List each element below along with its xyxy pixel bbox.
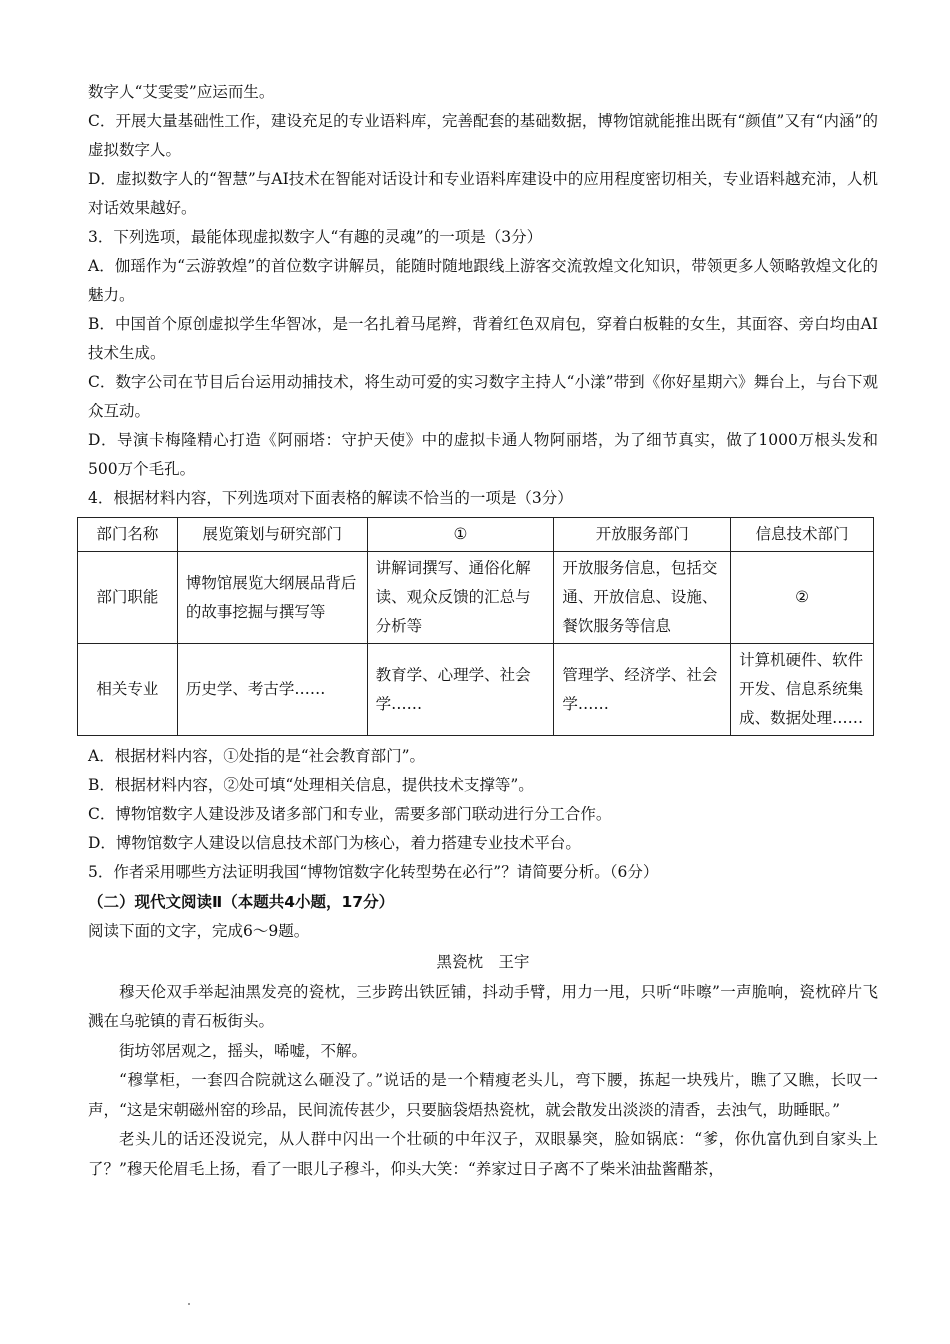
table-header-cell: 部门名称	[78, 518, 178, 552]
table-cell: 历史学、考古学……	[177, 644, 367, 736]
option-c-q4: C．博物馆数字人建设涉及诸多部门和专业，需要多部门联动进行分工合作。	[88, 805, 612, 823]
table-header-row	[78, 518, 874, 552]
story-paragraph: 街坊邻居观之，摇头，唏嘘，不解。	[119, 1041, 368, 1060]
table-row	[78, 552, 874, 644]
table-header-cell: 展览策划与研究部门	[177, 518, 367, 552]
option-a-q3: A．伽瑶作为“云游敦煌”的首位数字讲解员，能随时随地跟线上游客交流敦煌文化知识，带领更多人领略敦煌文化的魅力。	[88, 257, 878, 304]
table-header-cell: 开放服务部门	[554, 518, 731, 552]
question-4: 4．根据材料内容，下列选项对下面表格的解读不恰当的一项是（3分）	[88, 489, 573, 507]
table-row	[78, 644, 874, 736]
department-table	[77, 517, 874, 736]
option-d-q4: D．博物馆数字人建设以信息技术部门为核心，着力搭建专业技术平台。	[88, 834, 581, 852]
option-c-q3: C．数字公司在节目后台运用动捕技术，将生动可爱的实习数字主持人“小漾”带到《你好星期六》舞台上，与台下观众互动。	[88, 373, 878, 420]
document-page	[88, 78, 878, 1184]
table-cell: 管理学、经济学、社会学……	[554, 644, 731, 736]
reading-instruction: 阅读下面的文字，完成6～9题。	[88, 922, 310, 940]
story	[88, 948, 878, 1184]
option-c-q2: C．开展大量基础性工作，建设充足的专业语料库，完善配套的基础数据，博物馆就能推出既有“颜值”又有“内涵”的虚拟数字人。	[88, 112, 878, 159]
text-line: 数字人“艾雯雯”应运而生。	[88, 83, 275, 101]
question-3: 3．下列选项，最能体现虚拟数字人“有趣的灵魂”的一项是（3分）	[88, 228, 543, 246]
option-b-q4: B．根据材料内容，②处可填“处理相关信息，提供技术支撑等”。	[88, 776, 534, 794]
story-paragraph: “穆掌柜，一套四合院就这么砸没了。”说话的是一个精瘦老头儿，弯下腰，拣起一块残片，瞧了又瞧，长叹一声，“这是宋朝磁州窑的珍品，民间流传甚少，只要脑袋焐热瓷枕，就会散发出淡淡的清香，去浊气，助睡眠。”	[88, 1071, 878, 1119]
question-5: 5．作者采用哪些方法证明我国“博物馆数字化转型势在必行”？请简要分析。（6分）	[88, 863, 659, 881]
table-cell: 讲解词撰写、通俗化解读、观众反馈的汇总与分析等	[367, 552, 554, 644]
section-heading: （二）现代文阅读Ⅱ（本题共4小题，17分）	[88, 893, 395, 911]
table-cell: 开放服务信息，包括交通、开放信息、设施、餐饮服务等信息	[554, 552, 731, 644]
story-title: 黑瓷枕 王宇	[436, 953, 530, 971]
option-b-q3: B．中国首个原创虚拟学生华智冰，是一名扎着马尾辫，背着红色双肩包，穿着白板鞋的女生，其面容、旁白均由AI技术生成。	[88, 315, 878, 362]
table-cell: 教育学、心理学、社会学……	[367, 644, 554, 736]
table-cell: 相关专业	[78, 644, 178, 736]
table-cell: 博物馆展览大纲展品背后的故事挖掘与撰写等	[177, 552, 367, 644]
table-cell: ②	[731, 552, 874, 644]
option-d-q2: D．虚拟数字人的“智慧”与AI技术在智能对话设计和专业语料库建设中的应用程度密切相关，专业语料越充沛，人机对话效果越好。	[88, 170, 878, 217]
story-paragraph: 穆天伦双手举起油黑发亮的瓷枕，三步跨出铁匠铺，抖动手臂，用力一甩，只听“咔嚓”一声脆响，瓷枕碎片飞溅在乌驼镇的青石板街头。	[88, 982, 878, 1030]
table-header-cell: ①	[367, 518, 554, 552]
option-d-q3: D．导演卡梅隆精心打造《阿丽塔：守护天使》中的虚拟卡通人物阿丽塔，为了细节真实，做了1000万根头发和500万个毛孔。	[88, 431, 878, 478]
option-a-q4: A．根据材料内容，①处指的是“社会教育部门”。	[88, 747, 426, 765]
story-paragraph: 老头儿的话还没说完，从人群中闪出一个壮硕的中年汉子，双眼暴突，脸如锅底：“爹，你仇富仇到自家头上了？”穆天伦眉毛上扬，看了一眼儿子穆斗，仰头大笑：“养家过日子离不了柴米油盐酱醋茶，	[88, 1130, 878, 1178]
footer-dot	[188, 1303, 190, 1305]
table-cell: 计算机硬件、软件开发、信息系统集成、数据处理……	[731, 644, 874, 736]
table-header-cell: 信息技术部门	[731, 518, 874, 552]
table-cell: 部门职能	[78, 552, 178, 644]
